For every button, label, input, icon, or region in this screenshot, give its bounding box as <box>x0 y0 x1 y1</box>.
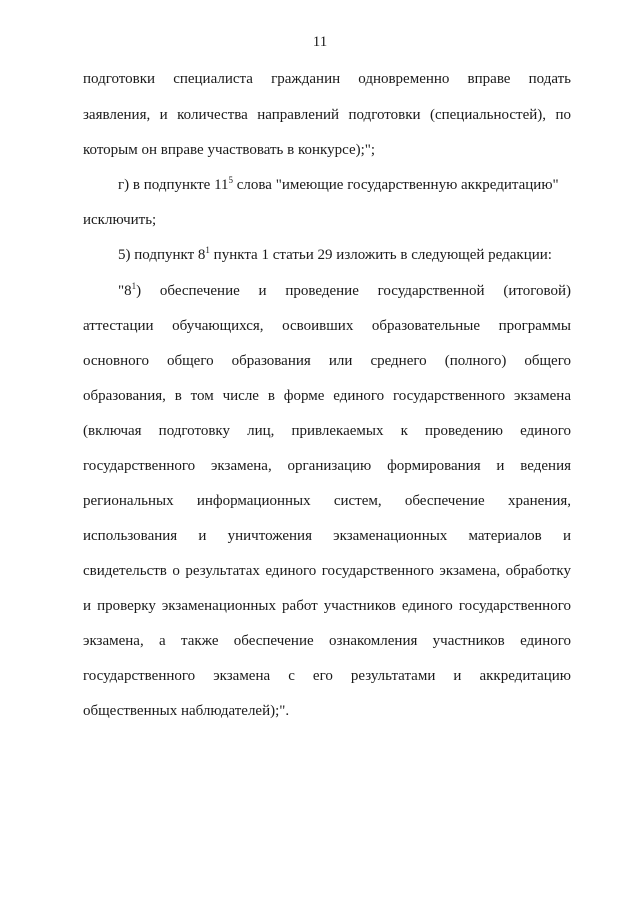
text-line: экзамена, а также обеспечение ознакомления участников единого <box>83 633 571 649</box>
text-fragment: "8 <box>118 283 132 299</box>
text-line: государственного экзамена, организацию формирования и ведения <box>83 458 571 474</box>
text-line: которым он вправе участвовать в конкурсе);"; <box>83 142 376 158</box>
text-fragment: слова "имеющие государственную аккредитацию" <box>233 177 559 193</box>
text-fragment: г) в подпункте 11 <box>118 177 229 193</box>
text-fragment: ) обеспечение и проведение государственной (итоговой) <box>136 283 571 299</box>
text-line <box>118 175 571 195</box>
superscript: 1 <box>131 281 137 291</box>
text-line <box>118 245 571 265</box>
text-line: и проверку экзаменационных работ участников единого государственного <box>83 598 571 614</box>
text-fragment: пункта 1 статьи 29 изложить в следующей редакции: <box>209 247 552 263</box>
page-number: 11 <box>312 34 328 50</box>
text-line: аттестации обучающихся, освоивших образовательные программы <box>83 318 571 334</box>
text-line: использования и уничтожения экзаменационных материалов и <box>83 528 571 544</box>
text-line: государственного экзамена с его результатами и аккредитацию <box>83 668 571 684</box>
text-line: исключить; <box>83 212 157 228</box>
text-fragment: 5) подпункт 8 <box>118 247 206 263</box>
text-line <box>118 281 571 301</box>
text-line: заявления, и количества направлений подготовки (специальностей), по <box>83 107 571 123</box>
text-line: общественных наблюдателей);". <box>83 703 290 719</box>
text-line: подготовки специалиста гражданин одновременно вправе подать <box>83 71 571 87</box>
text-line: свидетельств о результатах единого государственного экзамена, обработку <box>83 563 571 579</box>
text-line: основного общего образования или среднего (полного) общего <box>83 353 571 369</box>
superscript: 1 <box>205 245 210 255</box>
text-line: (включая подготовку лиц, привлекаемых к проведению единого <box>83 423 571 439</box>
text-line: региональных информационных систем, обеспечение хранения, <box>83 493 571 509</box>
text-line: образования, в том числе в форме единого государственного экзамена <box>83 388 571 404</box>
superscript: 5 <box>228 175 234 185</box>
